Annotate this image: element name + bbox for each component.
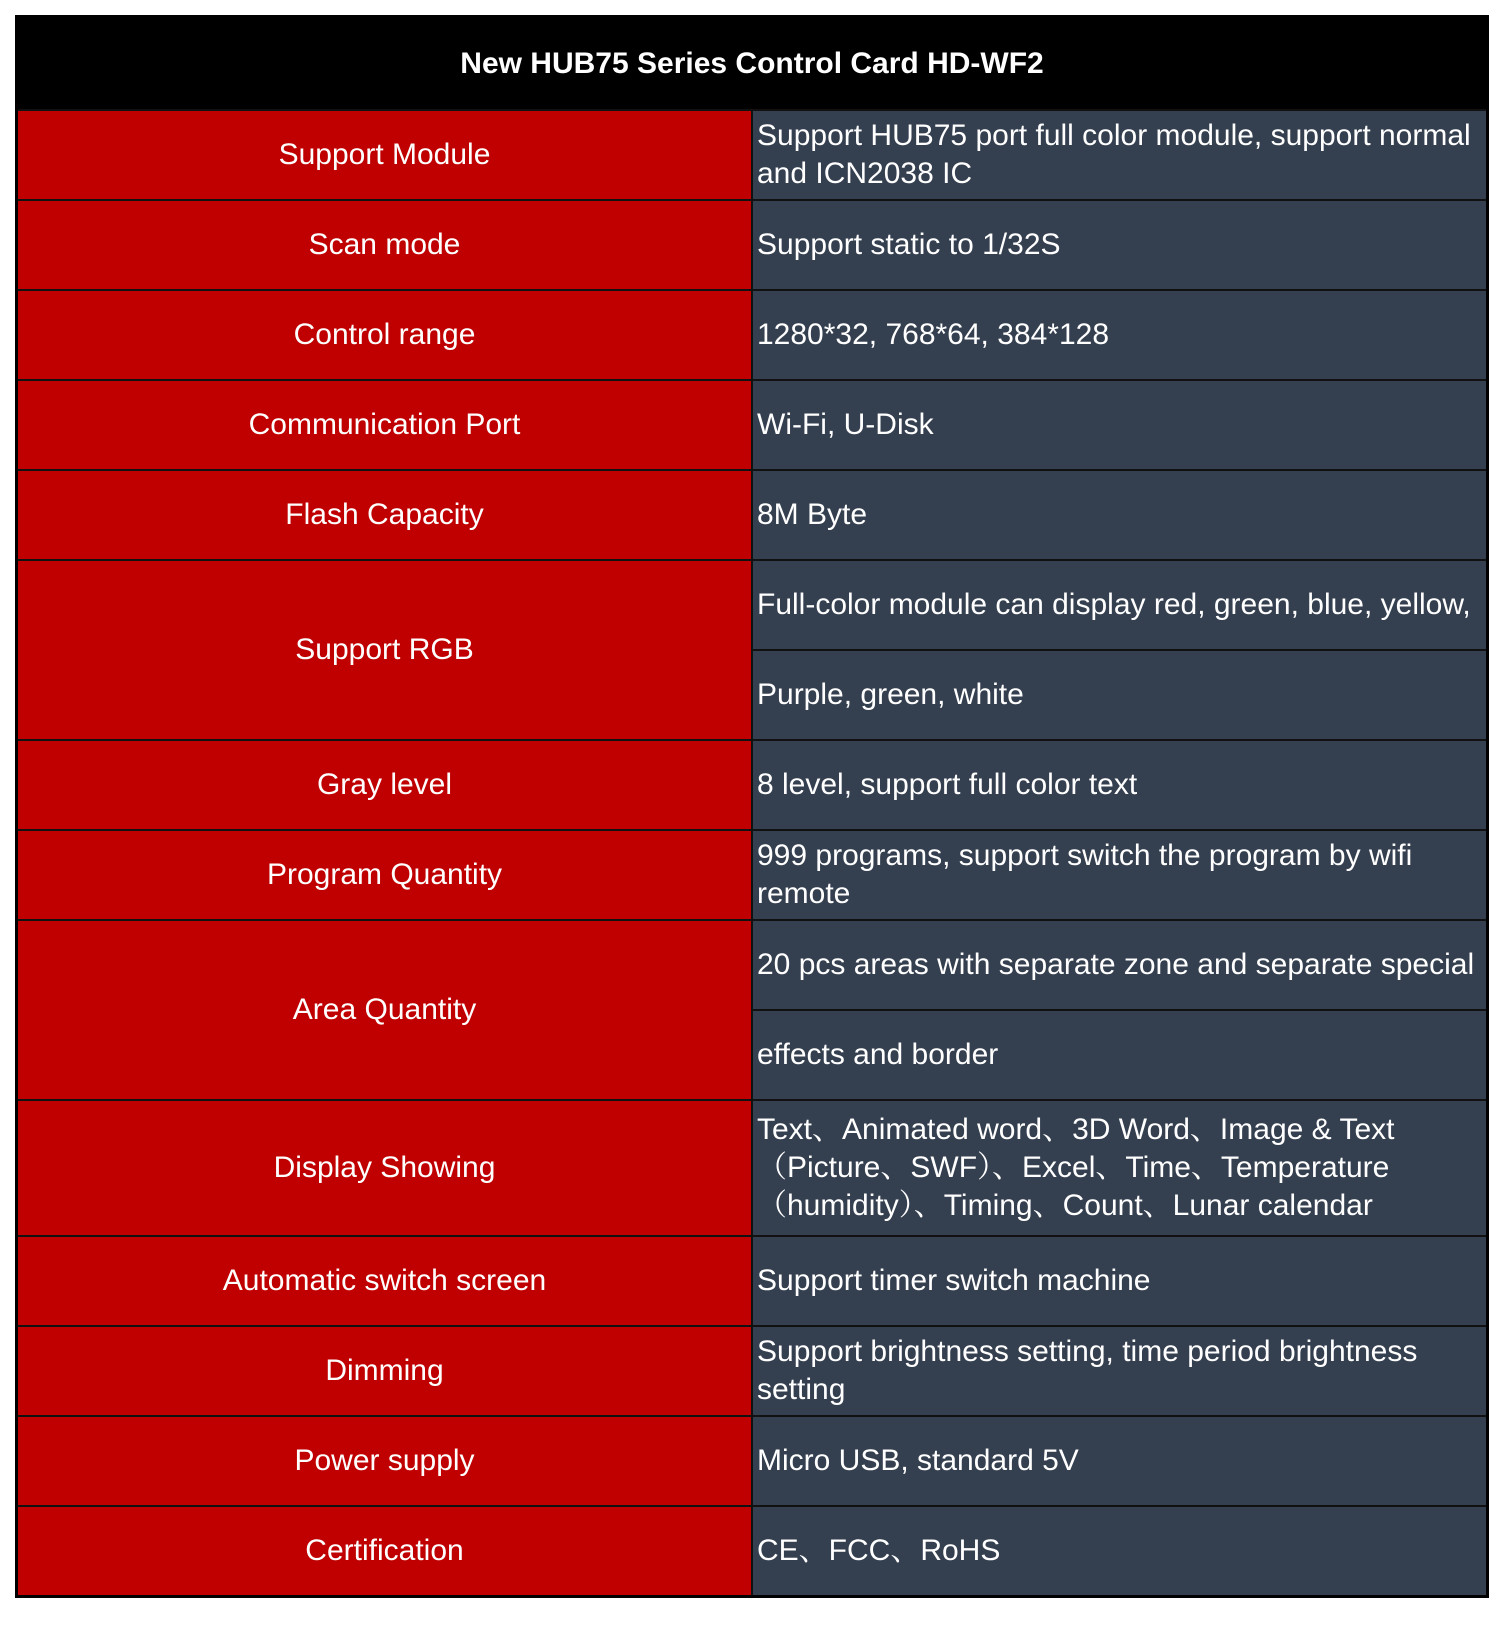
table-row bbox=[17, 1416, 1488, 1506]
row-label: Flash Capacity bbox=[17, 470, 753, 560]
table-row bbox=[17, 920, 1488, 1010]
row-label: Communication Port bbox=[17, 380, 753, 470]
table-row bbox=[17, 560, 1488, 650]
row-label: Gray level bbox=[17, 740, 753, 830]
row-label: Scan mode bbox=[17, 200, 753, 290]
row-value: Purple, green, white bbox=[752, 650, 1488, 740]
row-label: Control range bbox=[17, 290, 753, 380]
row-value: Text、Animated word、3D Word、Image & Text（Picture、SWF）、Excel、Time、Temperature（humidity）、Timing、Count、Lunar calendar bbox=[752, 1100, 1488, 1236]
table-row bbox=[17, 1100, 1488, 1236]
row-label: Power supply bbox=[17, 1416, 753, 1506]
table-row bbox=[17, 380, 1488, 470]
table-row bbox=[17, 830, 1488, 920]
table-row bbox=[17, 290, 1488, 380]
row-label: Dimming bbox=[17, 1326, 753, 1416]
row-label: Program Quantity bbox=[17, 830, 753, 920]
row-label: Automatic switch screen bbox=[17, 1236, 753, 1326]
row-label: Area Quantity bbox=[17, 920, 753, 1100]
table-row bbox=[17, 110, 1488, 200]
row-value: Full-color module can display red, green, blue, yellow, bbox=[752, 560, 1488, 650]
spec-table bbox=[15, 15, 1489, 1598]
row-value: 20 pcs areas with separate zone and separate special bbox=[752, 920, 1488, 1010]
row-value: 999 programs, support switch the program by wifi remote bbox=[752, 830, 1488, 920]
row-value: Support static to 1/32S bbox=[752, 200, 1488, 290]
row-value: 1280*32, 768*64, 384*128 bbox=[752, 290, 1488, 380]
table-title: New HUB75 Series Control Card HD-WF2 bbox=[17, 17, 1488, 111]
table-row bbox=[17, 1236, 1488, 1326]
table-row bbox=[17, 1326, 1488, 1416]
row-label: Support RGB bbox=[17, 560, 753, 740]
row-label: Display Showing bbox=[17, 1100, 753, 1236]
table-row bbox=[17, 740, 1488, 830]
table-row bbox=[17, 200, 1488, 290]
row-value: effects and border bbox=[752, 1010, 1488, 1100]
table-row bbox=[17, 1506, 1488, 1597]
table-row bbox=[17, 470, 1488, 560]
row-value: Support HUB75 port full color module, support normal and ICN2038 IC bbox=[752, 110, 1488, 200]
row-label: Certification bbox=[17, 1506, 753, 1597]
row-value: Micro USB, standard 5V bbox=[752, 1416, 1488, 1506]
row-value: Wi-Fi, U-Disk bbox=[752, 380, 1488, 470]
row-value: 8 level, support full color text bbox=[752, 740, 1488, 830]
row-value: CE、FCC、RoHS bbox=[752, 1506, 1488, 1597]
row-value: Support brightness setting, time period brightness setting bbox=[752, 1326, 1488, 1416]
row-label: Support Module bbox=[17, 110, 753, 200]
row-value: 8M Byte bbox=[752, 470, 1488, 560]
row-value: Support timer switch machine bbox=[752, 1236, 1488, 1326]
